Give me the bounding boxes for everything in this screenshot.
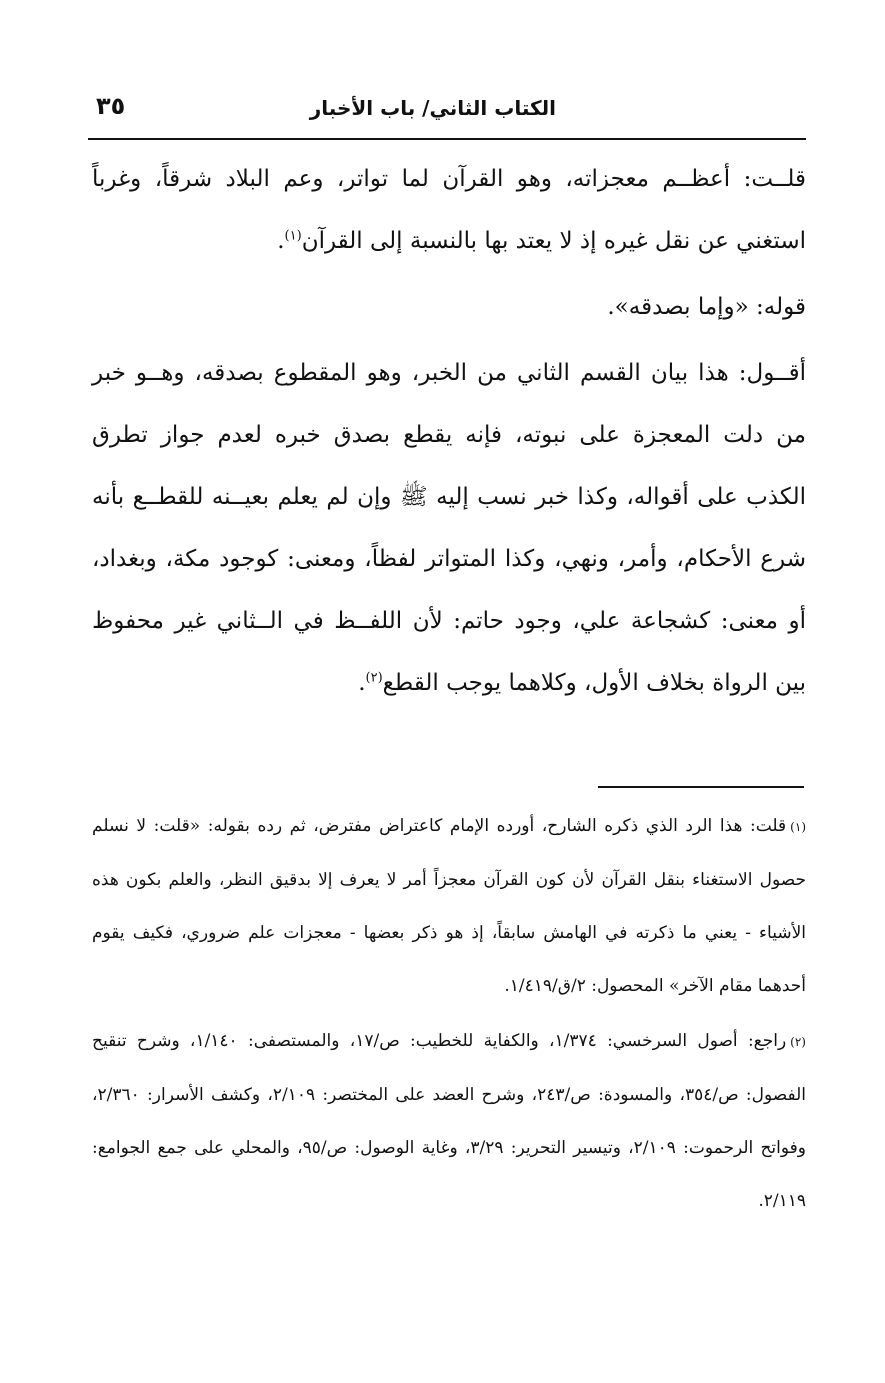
footnotes-section: [92, 800, 806, 1228]
footnote-ref-1[interactable]: (١): [284, 228, 302, 244]
paragraph-1-end: .: [277, 228, 285, 254]
footnote-1-number: (١): [790, 820, 806, 834]
chapter-title: الكتاب الثاني/ باب الأخبار: [309, 96, 556, 120]
running-header: [88, 92, 806, 132]
footnote-2-text: راجع: أصول السرخسي: ١/٣٧٤، والكفاية للخطيب: ص/١٧، والمستصفى: ١/١٤٠، وشرح تنقيح الفصول: ص/٣٥٤، والمسودة: ص/٢٤٣، وشرح العضد على المختصر: ٢/١٠٩، وكشف الأسرار: ٢/٣٦٠، وفواتح الرحموت: ٢/١٠٩، وتيسير التحرير: ٣/٢٩، وغاية الوصول: ص/٩٥، والمحلي على جمع الجوامع: ٢/١١٩.: [92, 1031, 807, 1211]
paragraph-3-text: أقــول: هذا بيان القسم الثاني من الخبر، وهو المقطوع بصدقه، وهــو خبر من دلت المعجزة على نبوته، فإنه يقطع بصدق خبره لعدم جواز تطرق الكذب على أقواله، وكذا خبر نسب إليه ﷺ وإن لم يعلم بعيــنه للقطــع بأنه شرع الأحكام، وأمر، ونهي، وكذا المتواتر لفظاً، ومعنى: كوجود مكة، وبغداد، أو معنى: كشجاعة علي، وجود حاتم: لأن اللفــظ في الــثاني غير محفوظ بين الرواة بخلاف الأول، وكلاهما يوجب القطع: [92, 360, 806, 696]
paragraph-3-end: .: [358, 670, 366, 696]
paragraph-3: [92, 342, 806, 714]
footnote-1: [92, 800, 806, 1013]
footnote-2-number: (٢): [790, 1035, 806, 1049]
main-text: [92, 148, 806, 714]
paragraph-1-text: قلــت: أعظــم معجزاته، وهو القرآن لما تواتر، وعم البلاد شرقاً، وغرباً استغني عن نقل غيره إذ لا يعتد بها بالنسبة إلى القرآن: [92, 166, 806, 254]
paragraph-1: [92, 148, 806, 272]
paragraph-2-text: قوله: «وإما بصدقه».: [607, 294, 806, 320]
footnote-ref-2[interactable]: (٢): [365, 670, 383, 686]
header-divider: [88, 138, 806, 140]
page-number: ٣٥: [96, 92, 126, 120]
footnote-1-text: قلت: هذا الرد الذي ذكره الشارح، أورده الإمام كاعتراض مفترض، ثم رده بقوله: «قلت: لا نسلم حصول الاستغناء بنقل القرآن لأن كون القرآن معجزاً أمر لا يعرف إلا بدقيق النظر، والعلم بكون هذه الأشياء - يعني ما ذكرته في الهامش سابقاً، إذ هو ذكر بعضها - معجزات علم ضروري، فكيف يقوم أحدهما مقام الآخر» المحصول: ٢/ق/١/٤١٩.: [92, 816, 806, 996]
footnote-2: [92, 1015, 806, 1228]
paragraph-2: [92, 276, 806, 338]
footnote-divider: [598, 786, 804, 788]
